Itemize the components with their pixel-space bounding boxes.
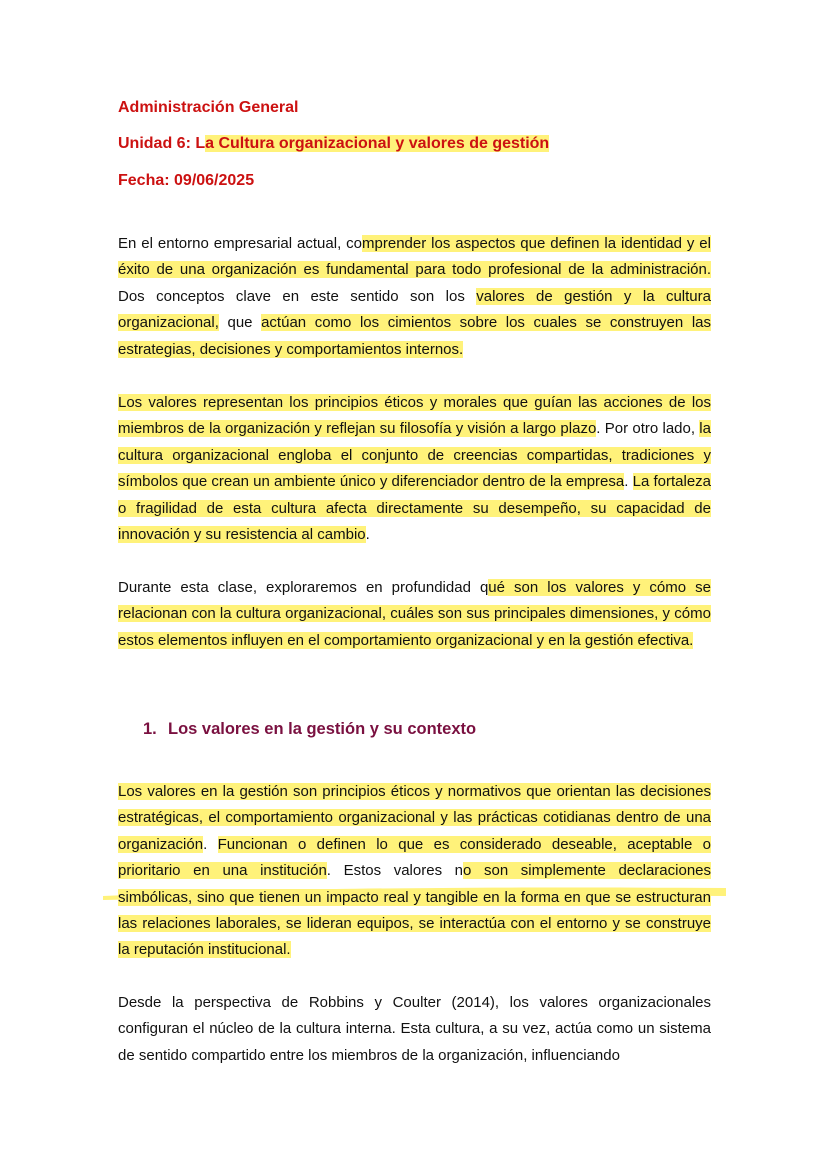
text-span: . Estos valores n — [326, 862, 464, 880]
highlighted-text: actúan como los cimientos sobre los cuales se construyen las estrategias, decisiones y comportamientos internos. — [118, 314, 711, 358]
section-title: Los valores en la gestión y su contexto — [168, 720, 477, 738]
values-definition-paragraph — [118, 779, 711, 964]
highlighted-text: Funcionan o definen lo que es considerado deseable, aceptable o prioritario en una institución — [118, 835, 711, 880]
values-culture-paragraph — [118, 390, 711, 548]
unit-title — [118, 135, 549, 153]
subject-title: Administración General — [118, 99, 299, 116]
text-span: que — [218, 314, 262, 332]
section-number: 1. — [143, 720, 157, 738]
highlighted-text: valores de gestión y la cultura organizacional, — [118, 287, 711, 332]
section-heading — [143, 720, 476, 739]
text-span: En el entorno empresarial actual, co — [118, 235, 363, 252]
text-span: . — [365, 526, 370, 544]
highlighted-text: ué son los valores y cómo se relacionan con la cultura organizacional, cuáles son sus principales dimensiones, y cómo estos elementos influyen en el comportamiento organizacional y en la gestión efectiva. — [118, 579, 711, 649]
date-line: Fecha: 09/06/2025 — [118, 172, 255, 189]
class-overview-paragraph — [118, 575, 711, 654]
highlighted-text: la cultura organizacional engloba el conjunto de creencias compartidas, tradiciones y símbolos que crean un ambiente único y diferenciador dentro de la empresa — [118, 420, 711, 491]
text-span: Dos conceptos clave en este sentido son los — [118, 287, 477, 305]
text-span: Durante esta clase, exploraremos en profundidad q — [118, 579, 489, 596]
text-span: Desde la perspectiva de Robbins y Coulter (2014), los valores organizacionales configuran el núcleo de la cultura interna. Esta cultura, a su vez, actúa como un sistema de sentido compartido entre los miembros de la organización, influenciando — [118, 994, 711, 1064]
highlighted-text: mprender los aspectos que definen la identidad y el éxito de una organización es fundamental para todo profesional de la administración. — [118, 235, 711, 279]
robbins-coulter-paragraph — [118, 990, 711, 1069]
unit-title-highlight: a Cultura organizacional y valores de gestión — [205, 135, 550, 152]
highlighted-text: o son simplemente declaraciones simbólicas, sino que tienen un impacto real y tangible en la forma en que se estructuran las relaciones laborales, se lideran equipos, se interactúa con el entorno y se construye la reputación institucional. — [118, 862, 711, 959]
text-span: . — [624, 473, 633, 491]
highlighted-text: Los valores representan los principios éticos y morales que guían las acciones de los miembros de la organización y reflejan su filosofía y visión a largo plazo — [118, 394, 711, 438]
highlighted-text: La fortaleza o fragilidad de esta cultura afecta directamente su desempeño, su capacidad de innovación y su resistencia al cambio — [118, 473, 712, 544]
unit-prefix: Unidad 6: L — [118, 135, 206, 152]
text-span: . Por otro lado, — [596, 420, 700, 438]
highlighted-text: Los valores en la gestión son principios éticos y normativos que orientan las decisiones estratégicas, el comportamiento organizacional y las prácticas cotidianas dentro de una organización — [118, 783, 711, 853]
intro-paragraph — [118, 231, 711, 363]
text-span: . — [203, 835, 218, 853]
